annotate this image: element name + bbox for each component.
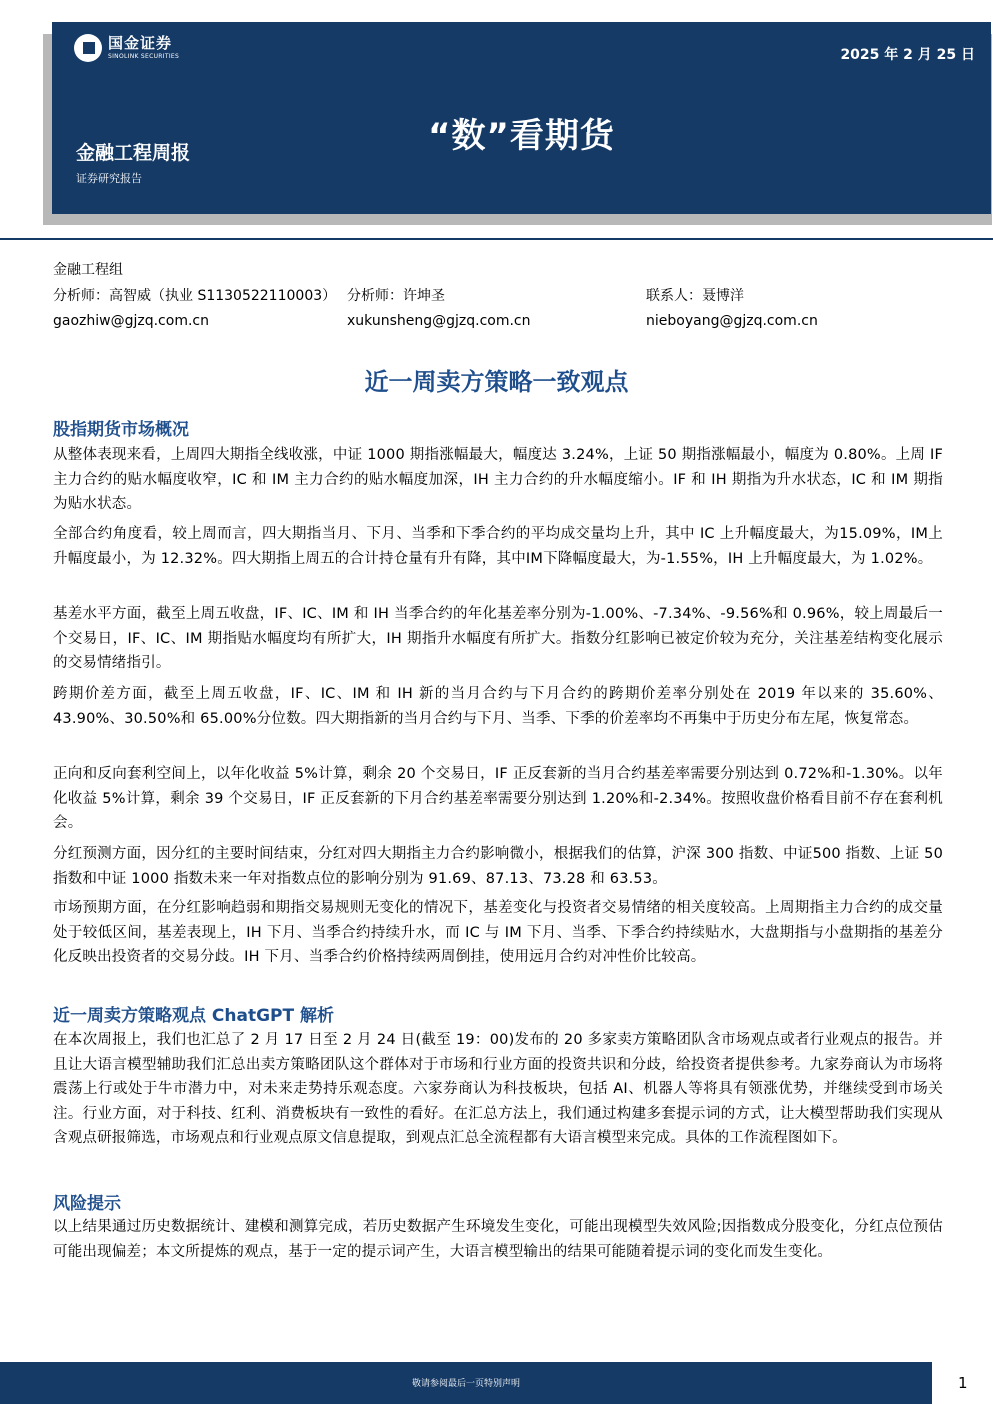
header-rule xyxy=(0,238,993,240)
contact-name: 联系人：聂博洋 xyxy=(646,288,744,304)
brand-logo xyxy=(74,34,179,62)
logo-icon xyxy=(74,34,102,62)
main-heading: 近一周卖方策略一致观点 xyxy=(364,368,629,396)
page-number: 1 xyxy=(958,1374,968,1392)
paragraph: 从整体表现来看，上周四大期指全线收涨，中证 1000 期指涨幅最大，幅度达 3.24%，上证 50 期指涨幅最小，幅度为 0.80%。上周 IF 主力合约的贴水幅度收窄，IC 和 IM 主力合约的贴水幅度加深，IH 主力合约的升水幅度缩小。IF 和 IH 期指为升水状态，IC 和 IM 期指为贴水状态。 xyxy=(53,447,943,513)
analyst-1-name: 分析师：高智威（执业 S1130522110003） xyxy=(53,288,337,304)
paragraph: 分红预测方面，因分红的主要时间结束，分红对四大期指主力合约影响微小，根据我们的估算，沪深 300 指数、中证500 指数、上证 50 指数和中证 1000 指数未来一年对指数点位的影响分别为 91.69、87.13、73.28 和 63.53。 xyxy=(53,846,943,887)
header-banner xyxy=(52,22,991,214)
section-heading-risk: 风险提示 xyxy=(53,1194,121,1214)
team-name: 金融工程组 xyxy=(53,262,123,278)
report-type: 金融工程周报 xyxy=(76,142,191,164)
brand-name-cn: 国金证券 xyxy=(108,34,173,52)
paragraph: 市场预期方面，在分红影响趋弱和期指交易规则无变化的情况下，基差变化与投资者交易情绪的相关度较高。上周期指主力合约的成交量处于较低区间，基差表现上，IH 下月、当季合约持续升水，而 IC 与 IM 下月、当季、下季合约持续贴水，大盘期指与小盘期指的基差分化反映出投资者的交易分歧。IH 下月、当季合约价格持续两周倒挂，使用远月合约对冲性价比较高。 xyxy=(53,900,943,966)
report-subtitle: 证券研究报告 xyxy=(76,172,142,185)
paragraph: 跨期价差方面，截至上周五收盘，IF、IC、IM 和 IH 新的当月合约与下月合约的跨期价差率分别处在 2019 年以来的 35.60%、43.90%、30.50%和 65.00%分位数。四大期指新的当月合约与下月、当季、下季的价差率均不再集中于历史分布左尾，恢复常态。 xyxy=(53,686,943,727)
brand-name-en: SINOLINK SECURITIES xyxy=(108,53,180,60)
report-date: 2025 年 2 月 25 日 xyxy=(840,47,975,63)
paragraph: 在本次周报上，我们也汇总了 2 月 17 日至 2 月 24 日(截至 19：00)发布的 20 多家卖方策略团队含市场观点或者行业观点的报告。并且让大语言模型辅助我们汇总出卖方策略团队这个群体对于市场和行业方面的投资共识和分歧，给投资者提供参考。九家券商认为市场将震荡上行或处于牛市潜力中，对未来走势持乐观态度。六家券商认为科技板块，包括 AI、机器人等将具有领涨优势，并继续受到市场关注。行业方面，对于科技、红利、消费板块有一致性的看好。在汇总方法上，我们通过构建多套提示词的方式，让大模型帮助我们实现从含观点研报筛选，市场观点和行业观点原文信息提取，到观点汇总全流程都有大语言模型来完成。具体的工作流程图如下。 xyxy=(53,1032,943,1147)
analyst-1-email[interactable]: gaozhiw@gjzq.com.cn xyxy=(53,313,209,329)
paragraph: 全部合约角度看，较上周而言，四大期指当月、下月、当季和下季合约的平均成交量均上升，其中 IC 上升幅度最大，为15.09%，IM上升幅度最小，为 12.32%。四大期指上周五的合计持仓量有升有降，其中IM下降幅度最大，为-1.55%，IH 上升幅度最大，为 1.02%。 xyxy=(53,526,943,567)
paragraph: 以上结果通过历史数据统计、建模和测算完成，若历史数据产生环境发生变化，可能出现模型失效风险;因指数成分股变化，分红点位预估可能出现偏差；本文所提炼的观点，基于一定的提示词产生，大语言模型输出的结果可能随着提示词的变化而发生变化。 xyxy=(53,1219,943,1260)
contact-email[interactable]: nieboyang@gjzq.com.cn xyxy=(646,313,818,329)
paragraph: 正向和反向套利空间上，以年化收益 5%计算，剩余 20 个交易日，IF 正反套新的当月合约基差率需要分别达到 0.72%和-1.30%。以年化收益 5%计算，剩余 39 个交易日，IF 正反套新的下月合约基差率需要分别达到 1.20%和-2.34%。按照收盘价格看目前不存在套利机会。 xyxy=(53,766,943,832)
paragraph: 基差水平方面，截至上周五收盘，IF、IC、IM 和 IH 当季合约的年化基差率分别为-1.00%、-7.34%、-9.56%和 0.96%，较上周最后一个交易日，IF、IC、IM 期指贴水幅度均有所扩大，IH 期指升水幅度有所扩大。指数分红影响已被定价较为充分，关注基差结构变化展示的交易情绪指引。 xyxy=(53,606,943,672)
footer-notice: 敬请参阅最后一页特别声明 xyxy=(411,1379,520,1389)
analyst-2-email[interactable]: xukunsheng@gjzq.com.cn xyxy=(347,313,531,329)
section-heading-market: 股指期货市场概况 xyxy=(53,420,189,440)
analyst-2-name: 分析师：许坤圣 xyxy=(347,288,445,304)
section-heading-chatgpt: 近一周卖方策略观点 ChatGPT 解析 xyxy=(53,1006,335,1026)
report-title: “数”看期货 xyxy=(428,116,615,156)
